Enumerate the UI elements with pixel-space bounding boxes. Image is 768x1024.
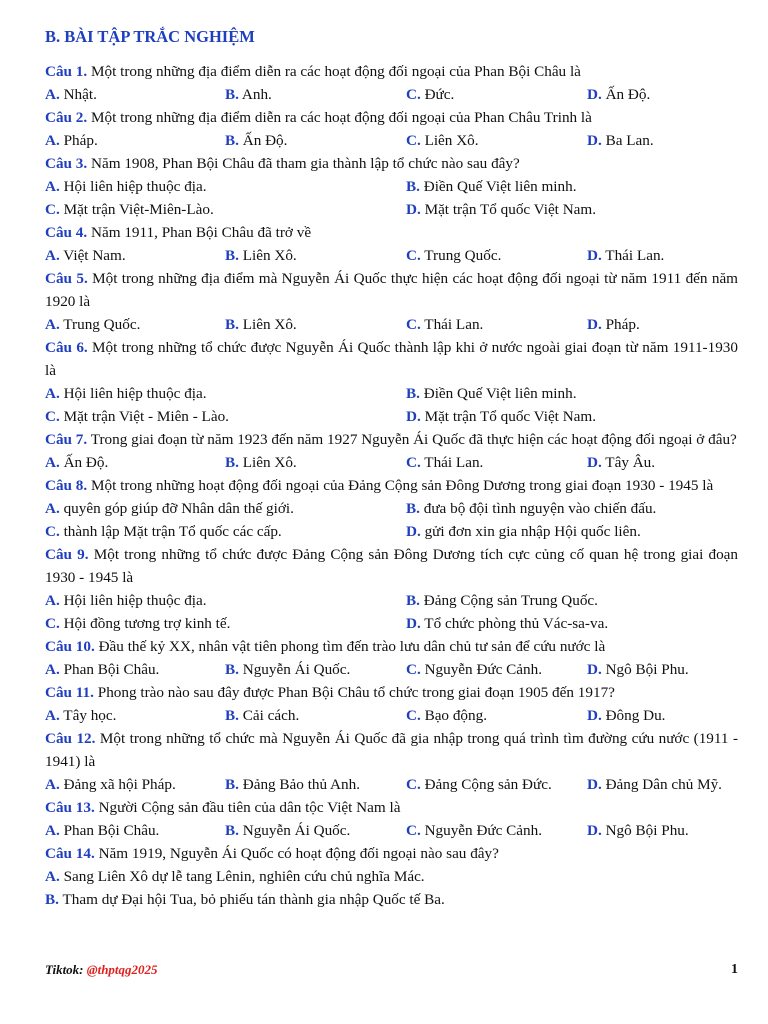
- answer-option: [406, 175, 738, 198]
- answer-option: [406, 129, 587, 152]
- worksheet-page: [45, 26, 738, 911]
- option-text: đưa bộ đội tình nguyện vào chiến đấu.: [423, 500, 657, 517]
- answer-option: [45, 175, 406, 198]
- option-text: Liên Xô.: [242, 247, 297, 264]
- answer-option: [406, 497, 738, 520]
- option-text: Ấn Độ.: [63, 454, 109, 471]
- question-block: [45, 106, 738, 152]
- option-text: Cải cách.: [242, 707, 300, 724]
- footer-handle: @thptqg2025: [86, 962, 158, 977]
- option-letter: B.: [225, 822, 239, 839]
- option-letter: B.: [225, 247, 239, 264]
- answer-options: [45, 313, 738, 336]
- answer-option: [45, 83, 225, 106]
- option-letter: C.: [45, 408, 60, 425]
- question-number: Câu 1.: [45, 63, 88, 80]
- footer-label: Tiktok:: [45, 962, 84, 977]
- option-text: Điền Quế Việt liên minh.: [423, 385, 577, 402]
- option-text: quyên góp giúp đỡ Nhân dân thế giới.: [63, 500, 294, 517]
- option-text: Bạo động.: [424, 707, 487, 724]
- option-text: Ba Lan.: [605, 132, 654, 149]
- option-text: Thái Lan.: [605, 247, 665, 264]
- question-number: Câu 7.: [45, 431, 88, 448]
- option-text: Anh.: [241, 86, 272, 103]
- option-text: Đảng xã hội Pháp.: [63, 776, 176, 793]
- question-stem: [45, 727, 738, 773]
- question-list: [45, 60, 738, 911]
- question-number: Câu 11.: [45, 684, 94, 701]
- option-letter: A.: [45, 178, 60, 195]
- question-block: [45, 842, 738, 911]
- option-text: Đông Du.: [605, 707, 666, 724]
- option-letter: D.: [406, 615, 421, 632]
- question-number: Câu 14.: [45, 845, 95, 862]
- answer-options: [45, 865, 738, 911]
- question-number: Câu 6.: [45, 339, 88, 356]
- question-stem: [45, 474, 738, 497]
- option-text: Mặt trận Việt-Miên-Lào.: [63, 201, 214, 218]
- answer-option: [406, 589, 738, 612]
- question-number: Câu 4.: [45, 224, 88, 241]
- question-number: Câu 12.: [45, 730, 96, 747]
- question-number: Câu 2.: [45, 109, 88, 126]
- option-text: Liên Xô.: [242, 316, 297, 333]
- option-letter: A.: [45, 247, 60, 264]
- option-letter: A.: [45, 822, 60, 839]
- option-letter: D.: [587, 247, 602, 264]
- question-stem: [45, 428, 738, 451]
- answer-option: [225, 819, 406, 842]
- option-text: Liên Xô.: [424, 132, 479, 149]
- answer-options: [45, 175, 738, 221]
- answer-option: [225, 773, 406, 796]
- page-footer: [45, 960, 738, 980]
- option-text: Mặt trận Tổ quốc Việt Nam.: [424, 408, 597, 425]
- question-text: Một trong những địa điểm diễn ra các hoạt động đối ngoại của Phan Châu Trinh là: [91, 109, 592, 126]
- question-stem: [45, 60, 738, 83]
- answer-option: [225, 244, 406, 267]
- answer-option: [406, 451, 587, 474]
- option-letter: A.: [45, 86, 60, 103]
- option-text: Hội liên hiệp thuộc địa.: [63, 178, 207, 195]
- option-text: Thái Lan.: [424, 316, 484, 333]
- question-text: Một trong những hoạt động đối ngoại của Đảng Cộng sản Đông Dương trong giai đoạn 1930 - 1945 là: [91, 477, 714, 494]
- option-text: Thái Lan.: [424, 454, 484, 471]
- answer-option: [45, 612, 406, 635]
- answer-option: [587, 773, 738, 796]
- option-text: Ngô Bội Phu.: [605, 822, 689, 839]
- option-text: Trung Quốc.: [424, 247, 502, 264]
- answer-option: [45, 244, 225, 267]
- question-number: Câu 9.: [45, 546, 89, 563]
- answer-option: [587, 819, 738, 842]
- question-block: [45, 221, 738, 267]
- answer-option: [225, 129, 406, 152]
- question-stem: [45, 106, 738, 129]
- question-text: Một trong những địa điểm mà Nguyễn Ái Quốc thực hiện các hoạt động đối ngoại từ năm 1911 đến năm 1920 là: [45, 270, 738, 310]
- option-letter: A.: [45, 592, 60, 609]
- option-letter: A.: [45, 661, 60, 678]
- question-text: Phong trào nào sau đây được Phan Bội Châu tổ chức trong giai đoạn 1905 đến 1917?: [97, 684, 615, 701]
- question-stem: [45, 681, 738, 704]
- question-block: [45, 267, 738, 336]
- question-text: Một trong những tổ chức được Nguyễn Ái Quốc thành lập khi ở nước ngoài giai đoạn từ năm 1911-1930 là: [45, 339, 738, 379]
- option-letter: B.: [406, 178, 420, 195]
- answer-option: [587, 451, 738, 474]
- question-text: Đầu thế kỷ XX, nhân vật tiên phong tìm đến trào lưu dân chủ tư sản để cứu nước là: [98, 638, 606, 655]
- option-letter: D.: [587, 822, 602, 839]
- question-block: [45, 474, 738, 543]
- option-text: Việt Nam.: [63, 247, 126, 264]
- option-text: Đức.: [424, 86, 455, 103]
- option-text: Mặt trận Việt - Miên - Lào.: [63, 408, 229, 425]
- option-letter: D.: [587, 86, 602, 103]
- answer-option: [406, 612, 738, 635]
- answer-option: [225, 83, 406, 106]
- answer-option: [587, 658, 738, 681]
- option-text: Nguyễn Ái Quốc.: [242, 822, 351, 839]
- answer-option: [406, 405, 738, 428]
- option-letter: D.: [587, 454, 602, 471]
- option-text: Nguyễn Đức Cảnh.: [424, 822, 543, 839]
- question-block: [45, 543, 738, 635]
- answer-option: [406, 658, 587, 681]
- option-letter: B.: [225, 661, 239, 678]
- option-letter: D.: [587, 132, 602, 149]
- option-text: Ấn Độ.: [242, 132, 288, 149]
- answer-option: [45, 451, 225, 474]
- option-letter: C.: [45, 615, 60, 632]
- answer-option: [406, 382, 738, 405]
- question-stem: [45, 336, 738, 382]
- question-text: Một trong những tổ chức mà Nguyễn Ái Quốc đã gia nhập trong quá trình tìm đường cứu nước (1911 - 1941) là: [45, 730, 739, 770]
- answer-option: [225, 704, 406, 727]
- answer-options: [45, 451, 738, 474]
- question-stem: [45, 543, 738, 589]
- answer-option: [45, 198, 406, 221]
- question-stem: [45, 635, 738, 658]
- answer-option: [225, 451, 406, 474]
- section-title: B. BÀI TẬP TRẮC NGHIỆM: [45, 27, 255, 46]
- answer-option: [587, 129, 738, 152]
- question-block: [45, 635, 738, 681]
- option-letter: D.: [406, 201, 421, 218]
- option-letter: A.: [45, 132, 60, 149]
- option-text: Ấn Độ.: [605, 86, 651, 103]
- option-letter: A.: [45, 500, 60, 517]
- question-block: [45, 681, 738, 727]
- question-number: Câu 10.: [45, 638, 95, 655]
- option-letter: A.: [45, 454, 60, 471]
- option-letter: B.: [225, 316, 239, 333]
- answer-option: [406, 704, 587, 727]
- question-block: [45, 60, 738, 106]
- option-letter: C.: [406, 707, 421, 724]
- answer-option: [45, 773, 225, 796]
- answer-option: [45, 658, 225, 681]
- option-letter: D.: [587, 661, 602, 678]
- answer-option: [587, 244, 738, 267]
- option-text: Đảng Dân chủ Mỹ.: [605, 776, 722, 793]
- option-letter: D.: [587, 776, 602, 793]
- option-letter: B.: [225, 86, 239, 103]
- option-text: Hội liên hiệp thuộc địa.: [63, 592, 207, 609]
- option-text: Tây Âu.: [605, 454, 656, 471]
- answer-option: [406, 773, 587, 796]
- question-text: Người Cộng sản đầu tiên của dân tộc Việt Nam là: [98, 799, 401, 816]
- answer-option: [406, 313, 587, 336]
- option-text: Hội đồng tương trợ kinh tế.: [63, 615, 231, 632]
- option-letter: C.: [406, 316, 421, 333]
- option-letter: B.: [225, 132, 239, 149]
- option-letter: A.: [45, 776, 60, 793]
- answer-option: [45, 888, 738, 911]
- option-text: Mặt trận Tổ quốc Việt Nam.: [424, 201, 597, 218]
- question-number: Câu 5.: [45, 270, 88, 287]
- option-letter: D.: [406, 408, 421, 425]
- option-text: Nhật.: [63, 86, 97, 103]
- answer-option: [406, 520, 738, 543]
- option-letter: A.: [45, 316, 60, 333]
- option-text: Tây học.: [63, 707, 117, 724]
- question-number: Câu 13.: [45, 799, 95, 816]
- option-text: Liên Xô.: [242, 454, 297, 471]
- option-text: Tham dự Đại hội Tua, bỏ phiếu tán thành gia nhập Quốc tế Ba.: [62, 891, 445, 908]
- option-text: Tổ chức phòng thủ Vác-sa-va.: [424, 615, 609, 632]
- answer-option: [406, 819, 587, 842]
- question-text: Trong giai đoạn từ năm 1923 đến năm 1927 Nguyễn Ái Quốc đã thực hiện các hoạt động đối ngoại ở đâu?: [90, 431, 737, 448]
- option-letter: B.: [406, 500, 420, 517]
- answer-option: [587, 313, 738, 336]
- question-stem: [45, 221, 738, 244]
- answer-option: [45, 865, 738, 888]
- question-stem: [45, 267, 738, 313]
- question-number: Câu 3.: [45, 155, 88, 172]
- question-block: [45, 336, 738, 428]
- answer-options: [45, 497, 738, 543]
- question-number: Câu 8.: [45, 477, 88, 494]
- answer-option: [45, 129, 225, 152]
- answer-option: [45, 313, 225, 336]
- option-letter: C.: [406, 86, 421, 103]
- answer-option: [45, 819, 225, 842]
- option-letter: C.: [406, 247, 421, 264]
- option-letter: B.: [406, 385, 420, 402]
- option-text: Hội liên hiệp thuộc địa.: [63, 385, 207, 402]
- option-letter: B.: [225, 776, 239, 793]
- answer-option: [587, 704, 738, 727]
- option-text: Phan Bội Châu.: [63, 661, 160, 678]
- answer-option: [587, 83, 738, 106]
- answer-options: [45, 129, 738, 152]
- option-letter: C.: [45, 523, 60, 540]
- question-block: [45, 152, 738, 221]
- option-letter: A.: [45, 868, 60, 885]
- answer-option: [45, 405, 406, 428]
- question-text: Năm 1911, Phan Bội Châu đã trở về: [91, 224, 312, 241]
- option-text: Đảng Bảo thủ Anh.: [242, 776, 361, 793]
- option-letter: C.: [45, 201, 60, 218]
- option-letter: D.: [406, 523, 421, 540]
- question-text: Một trong những tổ chức được Đảng Cộng sản Đông Dương tích cực củng cố quan hệ trong giai đoạn 1930 - 1945 là: [45, 546, 739, 586]
- answer-options: [45, 704, 738, 727]
- answer-option: [45, 589, 406, 612]
- option-letter: B.: [225, 454, 239, 471]
- option-letter: A.: [45, 707, 60, 724]
- question-text: Một trong những địa điểm diễn ra các hoạt động đối ngoại của Phan Bội Châu là: [91, 63, 581, 80]
- option-text: Pháp.: [63, 132, 98, 149]
- option-letter: C.: [406, 776, 421, 793]
- answer-options: [45, 773, 738, 796]
- answer-options: [45, 244, 738, 267]
- option-text: Sang Liên Xô dự lễ tang Lênin, nghiên cứu chủ nghĩa Mác.: [63, 868, 425, 885]
- option-letter: A.: [45, 385, 60, 402]
- question-block: [45, 428, 738, 474]
- answer-option: [406, 244, 587, 267]
- question-stem: [45, 842, 738, 865]
- option-text: Nguyễn Ái Quốc.: [242, 661, 351, 678]
- answer-options: [45, 819, 738, 842]
- question-text: Năm 1919, Nguyễn Ái Quốc có hoạt động đối ngoại nào sau đây?: [98, 845, 499, 862]
- option-letter: B.: [45, 891, 59, 908]
- page-number: 1: [731, 962, 738, 977]
- option-letter: C.: [406, 132, 421, 149]
- answer-options: [45, 382, 738, 428]
- answer-option: [225, 658, 406, 681]
- option-text: Ngô Bội Phu.: [605, 661, 689, 678]
- option-text: gửi đơn xin gia nhập Hội quốc liên.: [424, 523, 641, 540]
- option-letter: D.: [587, 707, 602, 724]
- option-letter: C.: [406, 822, 421, 839]
- option-letter: C.: [406, 661, 421, 678]
- question-text: Năm 1908, Phan Bội Châu đã tham gia thành lập tổ chức nào sau đây?: [91, 155, 520, 172]
- option-text: Trung Quốc.: [63, 316, 141, 333]
- question-stem: [45, 796, 738, 819]
- question-block: [45, 796, 738, 842]
- option-text: Nguyễn Đức Cảnh.: [424, 661, 543, 678]
- option-letter: D.: [587, 316, 602, 333]
- option-letter: C.: [406, 454, 421, 471]
- option-text: Đảng Cộng sản Đức.: [424, 776, 552, 793]
- option-text: Pháp.: [605, 316, 640, 333]
- option-text: Phan Bội Châu.: [63, 822, 160, 839]
- answer-option: [45, 704, 225, 727]
- answer-option: [45, 520, 406, 543]
- option-letter: B.: [225, 707, 239, 724]
- option-text: Điền Quế Việt liên minh.: [423, 178, 577, 195]
- answer-option: [45, 382, 406, 405]
- option-letter: B.: [406, 592, 420, 609]
- answer-options: [45, 658, 738, 681]
- question-block: [45, 727, 738, 796]
- answer-option: [225, 313, 406, 336]
- option-text: thành lập Mặt trận Tổ quốc các cấp.: [63, 523, 282, 540]
- answer-option: [406, 198, 738, 221]
- answer-option: [45, 497, 406, 520]
- question-stem: [45, 152, 738, 175]
- answer-options: [45, 589, 738, 635]
- answer-option: [406, 83, 587, 106]
- option-text: Đảng Cộng sản Trung Quốc.: [423, 592, 598, 609]
- answer-options: [45, 83, 738, 106]
